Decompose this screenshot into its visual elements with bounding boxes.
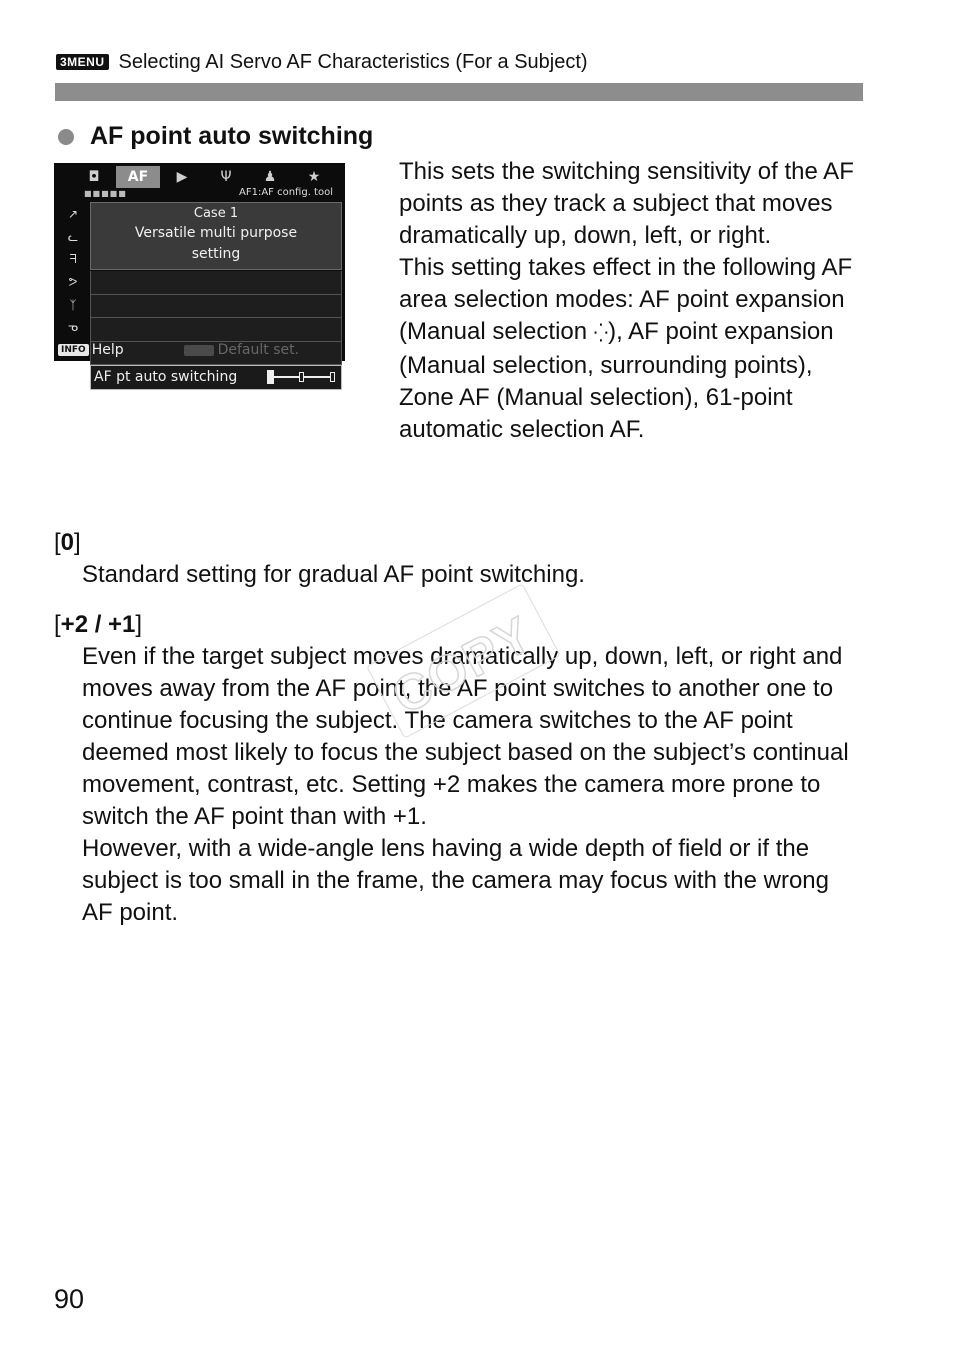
case3-icon: ᖷ bbox=[69, 251, 77, 266]
default-set bbox=[184, 342, 299, 358]
af-point-expansion-icon: ⁛ bbox=[593, 323, 609, 344]
case-desc-line1: Versatile multi purpose bbox=[134, 225, 298, 241]
header-title: Selecting AI Servo AF Characteristics (For a Subject) bbox=[118, 50, 588, 73]
case2-icon: ᓚ bbox=[67, 229, 79, 244]
screen-footer bbox=[58, 342, 341, 358]
bullet-icon bbox=[58, 129, 74, 145]
option-plus-text2: However, with a wide-angle lens having a wide depth of field or if the subject is too small in the frame, the camera may focus with the wrong AF point. bbox=[82, 835, 829, 926]
case5-icon: ᛉ bbox=[69, 297, 77, 312]
section-heading bbox=[58, 122, 373, 151]
menu-badge: 3MENU bbox=[56, 54, 109, 70]
option-0-value: 0 bbox=[60, 529, 75, 556]
description-paragraph-1: This sets the switching sensitivity of the AF points as they track a subject that moves dramatically up, down, left, or right. bbox=[399, 158, 854, 249]
option-plus-value: +2 / +1 bbox=[60, 611, 136, 638]
case-desc-line2: setting bbox=[191, 246, 241, 262]
option-label-0: [0] bbox=[54, 529, 81, 556]
help-label: Help bbox=[91, 342, 124, 358]
tab-setup-icon: Ψ bbox=[220, 169, 232, 185]
page-header bbox=[56, 49, 588, 75]
description-paragraph-2 bbox=[399, 252, 859, 446]
option-body-0 bbox=[82, 559, 862, 591]
slider-knob bbox=[267, 370, 274, 384]
selected-setting-row bbox=[90, 365, 342, 390]
case-icons bbox=[58, 203, 88, 339]
copy-watermark: COPY bbox=[383, 605, 543, 725]
empty-row bbox=[90, 271, 342, 295]
empty-row bbox=[90, 295, 342, 319]
delete-button-icon bbox=[184, 345, 214, 356]
description bbox=[399, 156, 859, 446]
info-badge: INFO bbox=[58, 344, 89, 356]
option-plus-text: Even if the target subject moves dramatically up, down, left, or right and moves away from the AF point, the AF point switches to another one to continue focusing the subject. The camera switches to the AF point deemed most likely to focus the subject based on the subject’s continual movement, contrast, etc. Setting +2 makes the camera more prone to switch the AF point than with +1. bbox=[82, 643, 849, 830]
case-panel bbox=[90, 202, 342, 270]
option-0-text: Standard setting for gradual AF point switching. bbox=[82, 561, 585, 588]
case-label: Case 1 bbox=[193, 206, 239, 221]
setting-rows bbox=[90, 271, 342, 390]
tab-shooting-icon: ◘ bbox=[88, 169, 100, 185]
slider-tick bbox=[330, 372, 335, 382]
tab-dots: ■■■■■ bbox=[84, 189, 127, 198]
case1-icon: ↗ bbox=[67, 207, 79, 222]
selected-setting-label: AF pt auto switching bbox=[94, 369, 238, 386]
menu-breadcrumb: AF1:AF config. tool bbox=[239, 187, 333, 198]
case6-icon: ᓀ bbox=[67, 320, 79, 335]
tab-af: AF bbox=[116, 166, 160, 188]
default-set-label: Default set. bbox=[217, 342, 300, 358]
option-label-plus: [+2 / +1] bbox=[54, 611, 143, 638]
slider-tick bbox=[299, 372, 304, 382]
description-p2-part-b: ), AF point expansion (Manual selection, surrounding points), Zone AF (Manual selection), 61-point automatic selection AF. bbox=[399, 318, 834, 443]
section-title: AF point auto switching bbox=[90, 122, 374, 150]
description-p2-part-a: This setting takes effect in the following AF area selection modes: AF point expansion (Manual selection bbox=[399, 254, 853, 345]
sensitivity-slider bbox=[267, 371, 337, 383]
tab-custom-icon: ♟ bbox=[263, 169, 277, 185]
camera-menu-screen bbox=[54, 163, 345, 386]
page-number: 90 bbox=[54, 1284, 85, 1314]
tab-playback-icon: ▶ bbox=[176, 169, 188, 185]
empty-row bbox=[90, 318, 342, 342]
case4-icon: ᕗ bbox=[68, 275, 78, 290]
header-bar bbox=[55, 83, 863, 101]
tab-mymenu-icon: ★ bbox=[307, 169, 321, 185]
menu-tabs bbox=[72, 166, 336, 188]
